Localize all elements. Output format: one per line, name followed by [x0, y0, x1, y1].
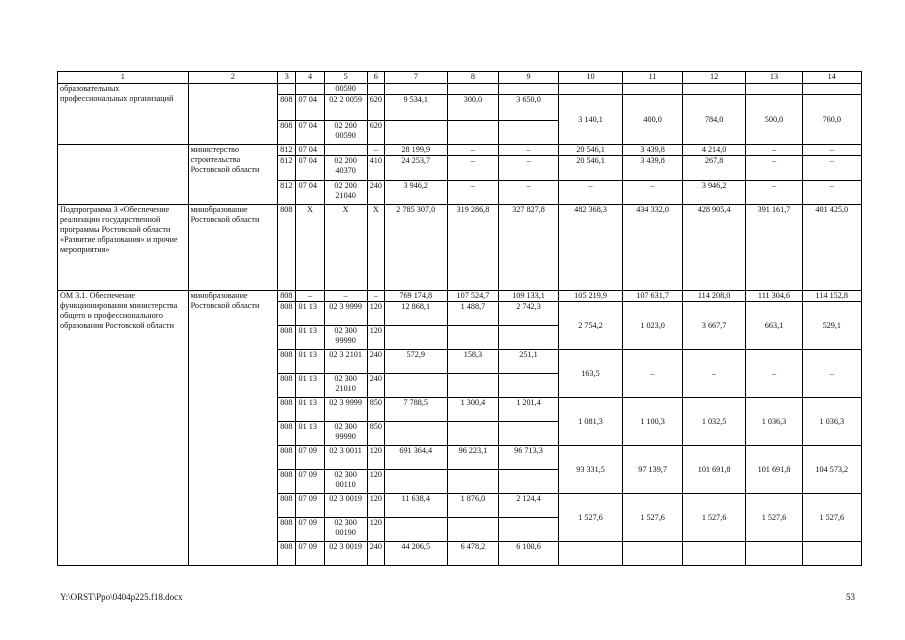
- amount-cell: 572,9: [384, 350, 447, 374]
- amount-cell: 434 332,0: [623, 205, 682, 291]
- grbs-cell: 808: [278, 121, 296, 145]
- amount-cell: 96 713,3: [499, 446, 558, 470]
- table-cell: [447, 422, 499, 446]
- amount-cell: 1 488,7: [447, 302, 499, 326]
- amount-cell: 3 667,7: [682, 302, 746, 350]
- table-cell: [447, 121, 499, 145]
- page-number: 53: [846, 592, 855, 602]
- csr-cell: 02 200 40370: [324, 156, 367, 181]
- table-cell: [384, 422, 447, 446]
- amount-cell: 784,0: [682, 95, 746, 145]
- amount-cell: 107 524,7: [447, 291, 499, 302]
- amount-cell: 3 439,8: [623, 156, 682, 181]
- csr-cell: 02 3 0011: [324, 446, 367, 470]
- table-cell: [682, 84, 746, 95]
- vr-cell: –: [367, 145, 384, 156]
- rz-cell: 07 04: [296, 95, 324, 121]
- grbs-cell: 808: [278, 205, 296, 291]
- amount-cell: 7 788,5: [384, 398, 447, 422]
- amount-cell: 391 161,7: [746, 205, 802, 291]
- table-cell: [384, 470, 447, 494]
- table-cell: [447, 470, 499, 494]
- vr-cell: 410: [367, 156, 384, 181]
- table-cell: [623, 542, 682, 566]
- amount-cell: 1 876,0: [447, 494, 499, 518]
- amount-cell: 4 214,0: [682, 145, 746, 156]
- table-cell: [384, 326, 447, 350]
- amount-cell: 104 573,2: [802, 446, 861, 494]
- amount-cell: 2 785 307,0: [384, 205, 447, 291]
- table-cell: [499, 374, 558, 398]
- vr-cell: 120: [367, 302, 384, 326]
- amount-cell: 1 527,6: [682, 494, 746, 542]
- amount-cell: –: [447, 145, 499, 156]
- amount-cell: –: [558, 181, 623, 205]
- rz-cell: 07 09: [296, 494, 324, 518]
- amount-cell: 101 691,8: [682, 446, 746, 494]
- table-cell: [802, 84, 861, 95]
- amount-cell: 6 100,6: [499, 542, 558, 566]
- csr-cell: 02 300 99990: [324, 422, 367, 446]
- amount-cell: 3 946,2: [384, 181, 447, 205]
- grbs-cell: 808: [278, 95, 296, 121]
- amount-cell: 500,0: [746, 95, 802, 145]
- program-name: образовательных профессиональных организаций: [58, 84, 189, 145]
- grbs-cell: 812: [278, 181, 296, 205]
- csr-cell: 02 200 21040: [324, 181, 367, 205]
- amount-cell: 28 199,9: [384, 145, 447, 156]
- vr-cell: –: [367, 291, 384, 302]
- amount-cell: 97 139,7: [623, 446, 682, 494]
- csr-cell: 02 3 0019: [324, 542, 367, 566]
- table-cell: [558, 84, 623, 95]
- header-cell: 13: [746, 72, 802, 84]
- amount-cell: 111 304,6: [746, 291, 802, 302]
- budget-table: [57, 71, 862, 566]
- executor: министерство строительства Ростовской области: [188, 145, 278, 205]
- amount-cell: 1 100,3: [623, 398, 682, 446]
- vr-cell: 240: [367, 542, 384, 566]
- grbs-cell: 808: [278, 291, 296, 302]
- header-cell: 2: [188, 72, 278, 84]
- vr-cell: 850: [367, 422, 384, 446]
- table-cell: [58, 145, 189, 205]
- amount-cell: 1 023,0: [623, 302, 682, 350]
- table-cell: [447, 374, 499, 398]
- amount-cell: –: [746, 181, 802, 205]
- amount-cell: 400,0: [623, 95, 682, 145]
- rz-cell: 07 09: [296, 542, 324, 566]
- table-cell: [384, 84, 447, 95]
- vr-cell: 850: [367, 398, 384, 422]
- grbs-cell: 808: [278, 326, 296, 350]
- amount-cell: 1 527,6: [623, 494, 682, 542]
- header-cell: 9: [499, 72, 558, 84]
- csr-cell: 02 3 2101: [324, 350, 367, 374]
- csr-cell: 02 300 21010: [324, 374, 367, 398]
- header-cell: 1: [58, 72, 189, 84]
- executor: минобразование Ростовской области: [188, 205, 278, 291]
- amount-cell: 114 208,0: [682, 291, 746, 302]
- amount-cell: –: [499, 181, 558, 205]
- csr-cell: [324, 145, 367, 156]
- amount-cell: 691 364,4: [384, 446, 447, 470]
- table-cell: [384, 374, 447, 398]
- amount-cell: –: [746, 156, 802, 181]
- csr-cell: 02 300 00190: [324, 518, 367, 542]
- vr-cell: 620: [367, 121, 384, 145]
- rz-cell: 07 04: [296, 181, 324, 205]
- vr-cell: 120: [367, 446, 384, 470]
- table-cell: [746, 542, 802, 566]
- amount-cell: 1 036,3: [802, 398, 861, 446]
- header-cell: 10: [558, 72, 623, 84]
- csr-cell: 00590: [324, 84, 367, 95]
- amount-cell: 93 331,5: [558, 446, 623, 494]
- amount-cell: 3 140,1: [558, 95, 623, 145]
- amount-cell: –: [623, 350, 682, 398]
- rz-cell: 01 13: [296, 326, 324, 350]
- amount-cell: 2 742,3: [499, 302, 558, 326]
- amount-cell: –: [746, 350, 802, 398]
- table-cell: [499, 121, 558, 145]
- table-cell: [499, 470, 558, 494]
- rz-cell: 07 04: [296, 121, 324, 145]
- csr-cell: 02 2 0059: [324, 95, 367, 121]
- header-cell: 5: [324, 72, 367, 84]
- table-cell: [558, 542, 623, 566]
- amount-cell: 158,3: [447, 350, 499, 374]
- amount-cell: 101 691,8: [746, 446, 802, 494]
- csr-cell: 02 300 99990: [324, 326, 367, 350]
- rz-cell: Х: [296, 205, 324, 291]
- table-cell: [746, 84, 802, 95]
- grbs-cell: 808: [278, 350, 296, 374]
- amount-cell: 1 300,4: [447, 398, 499, 422]
- grbs-cell: 808: [278, 302, 296, 326]
- table-cell: [278, 84, 296, 95]
- csr-cell: Х: [324, 205, 367, 291]
- rz-cell: 07 04: [296, 145, 324, 156]
- amount-cell: 1 036,3: [746, 398, 802, 446]
- amount-cell: 1 527,6: [746, 494, 802, 542]
- amount-cell: 11 638,4: [384, 494, 447, 518]
- vr-cell: 120: [367, 518, 384, 542]
- csr-cell: –: [324, 291, 367, 302]
- table-cell: [447, 84, 499, 95]
- vr-cell: Х: [367, 205, 384, 291]
- rz-cell: 01 13: [296, 302, 324, 326]
- csr-cell: 02 3 0019: [324, 494, 367, 518]
- table-row: [58, 291, 862, 302]
- vr-cell: 120: [367, 470, 384, 494]
- amount-cell: –: [802, 145, 861, 156]
- table-cell: [623, 84, 682, 95]
- amount-cell: –: [802, 156, 861, 181]
- amount-cell: 163,5: [558, 350, 623, 398]
- amount-cell: 529,1: [802, 302, 861, 350]
- rz-cell: 01 13: [296, 422, 324, 446]
- amount-cell: 20 546,1: [558, 145, 623, 156]
- grbs-cell: 808: [278, 494, 296, 518]
- table-row: [58, 205, 862, 291]
- grbs-cell: 808: [278, 446, 296, 470]
- amount-cell: 2 124,4: [499, 494, 558, 518]
- amount-cell: 96 223,1: [447, 446, 499, 470]
- grbs-cell: 808: [278, 422, 296, 446]
- amount-cell: 1 527,6: [558, 494, 623, 542]
- table-row: [58, 145, 862, 156]
- amount-cell: 3 946,2: [682, 181, 746, 205]
- vr-cell: 120: [367, 326, 384, 350]
- amount-cell: 20 546,1: [558, 156, 623, 181]
- amount-cell: 1 032,5: [682, 398, 746, 446]
- grbs-cell: 812: [278, 145, 296, 156]
- amount-cell: 44 206,5: [384, 542, 447, 566]
- amount-cell: –: [802, 350, 861, 398]
- amount-cell: 482 368,3: [558, 205, 623, 291]
- file-path-footer: Y:\ORST\Ppo\0404p225.f18.docx: [60, 592, 183, 602]
- header-cell: 8: [447, 72, 499, 84]
- amount-cell: 428 905,4: [682, 205, 746, 291]
- rz-cell: 01 13: [296, 398, 324, 422]
- rz-cell: 01 13: [296, 350, 324, 374]
- amount-cell: 251,1: [499, 350, 558, 374]
- table-cell: [499, 422, 558, 446]
- vr-cell: 120: [367, 494, 384, 518]
- rz-cell: 07 04: [296, 156, 324, 181]
- table-row: [58, 84, 862, 95]
- amount-cell: 663,1: [746, 302, 802, 350]
- amount-cell: 401 425,0: [802, 205, 861, 291]
- grbs-cell: 812: [278, 156, 296, 181]
- grbs-cell: 808: [278, 374, 296, 398]
- grbs-cell: 808: [278, 470, 296, 494]
- grbs-cell: 808: [278, 542, 296, 566]
- csr-cell: 02 300 00110: [324, 470, 367, 494]
- table-cell: [447, 518, 499, 542]
- amount-cell: 1 201,4: [499, 398, 558, 422]
- header-cell: 12: [682, 72, 746, 84]
- amount-cell: 109 133,1: [499, 291, 558, 302]
- vr-cell: 240: [367, 181, 384, 205]
- rz-cell: 07 09: [296, 518, 324, 542]
- amount-cell: 6 478,2: [447, 542, 499, 566]
- amount-cell: –: [447, 156, 499, 181]
- amount-cell: –: [802, 181, 861, 205]
- vr-cell: 620: [367, 95, 384, 121]
- table-cell: [499, 326, 558, 350]
- amount-cell: 300,0: [447, 95, 499, 121]
- header-cell: 11: [623, 72, 682, 84]
- program-name: Подпрограмма 3 «Обеспечение реализации государственной программы Ростовской области «Развитие образования» и прочие мероприятия»: [58, 205, 189, 291]
- executor: [188, 84, 278, 145]
- table-cell: [682, 542, 746, 566]
- amount-cell: 105 219,9: [558, 291, 623, 302]
- amount-cell: 769 174,8: [384, 291, 447, 302]
- rz-cell: 07 09: [296, 470, 324, 494]
- table-cell: [296, 84, 324, 95]
- rz-cell: 07 09: [296, 446, 324, 470]
- amount-cell: –: [499, 145, 558, 156]
- vr-cell: 240: [367, 374, 384, 398]
- amount-cell: 1 527,6: [802, 494, 861, 542]
- amount-cell: –: [447, 181, 499, 205]
- vr-cell: 240: [367, 350, 384, 374]
- amount-cell: 3 439,8: [623, 145, 682, 156]
- amount-cell: 107 631,7: [623, 291, 682, 302]
- amount-cell: 24 253,7: [384, 156, 447, 181]
- header-cell: 7: [384, 72, 447, 84]
- header-cell: 3: [278, 72, 296, 84]
- table-cell: [802, 542, 861, 566]
- amount-cell: 9 534,1: [384, 95, 447, 121]
- header-cell: 6: [367, 72, 384, 84]
- grbs-cell: 808: [278, 518, 296, 542]
- amount-cell: –: [746, 145, 802, 156]
- header-cell: 4: [296, 72, 324, 84]
- table-cell: [447, 326, 499, 350]
- amount-cell: 1 081,3: [558, 398, 623, 446]
- executor: минобразование Ростовской области: [188, 291, 278, 566]
- table-cell: [499, 518, 558, 542]
- program-name: ОМ 3.1. Обеспечение функционирования министерства общего и профессионального образования Ростовской области: [58, 291, 189, 566]
- amount-cell: 319 286,8: [447, 205, 499, 291]
- rz-cell: –: [296, 291, 324, 302]
- table-cell: [384, 121, 447, 145]
- amount-cell: 267,8: [682, 156, 746, 181]
- amount-cell: –: [499, 156, 558, 181]
- amount-cell: 760,0: [802, 95, 861, 145]
- csr-cell: 02 200 00590: [324, 121, 367, 145]
- header-cell: 14: [802, 72, 861, 84]
- amount-cell: –: [682, 350, 746, 398]
- amount-cell: –: [623, 181, 682, 205]
- table-cell: [499, 84, 558, 95]
- table-cell: [367, 84, 384, 95]
- amount-cell: 3 650,0: [499, 95, 558, 121]
- csr-cell: 02 3 9999: [324, 398, 367, 422]
- amount-cell: 2 754,2: [558, 302, 623, 350]
- amount-cell: 327 827,8: [499, 205, 558, 291]
- table-cell: [384, 518, 447, 542]
- csr-cell: 02 3 9999: [324, 302, 367, 326]
- grbs-cell: 808: [278, 398, 296, 422]
- rz-cell: 01 13: [296, 374, 324, 398]
- header-row: [58, 72, 862, 84]
- amount-cell: 12 868,1: [384, 302, 447, 326]
- amount-cell: 114 152,8: [802, 291, 861, 302]
